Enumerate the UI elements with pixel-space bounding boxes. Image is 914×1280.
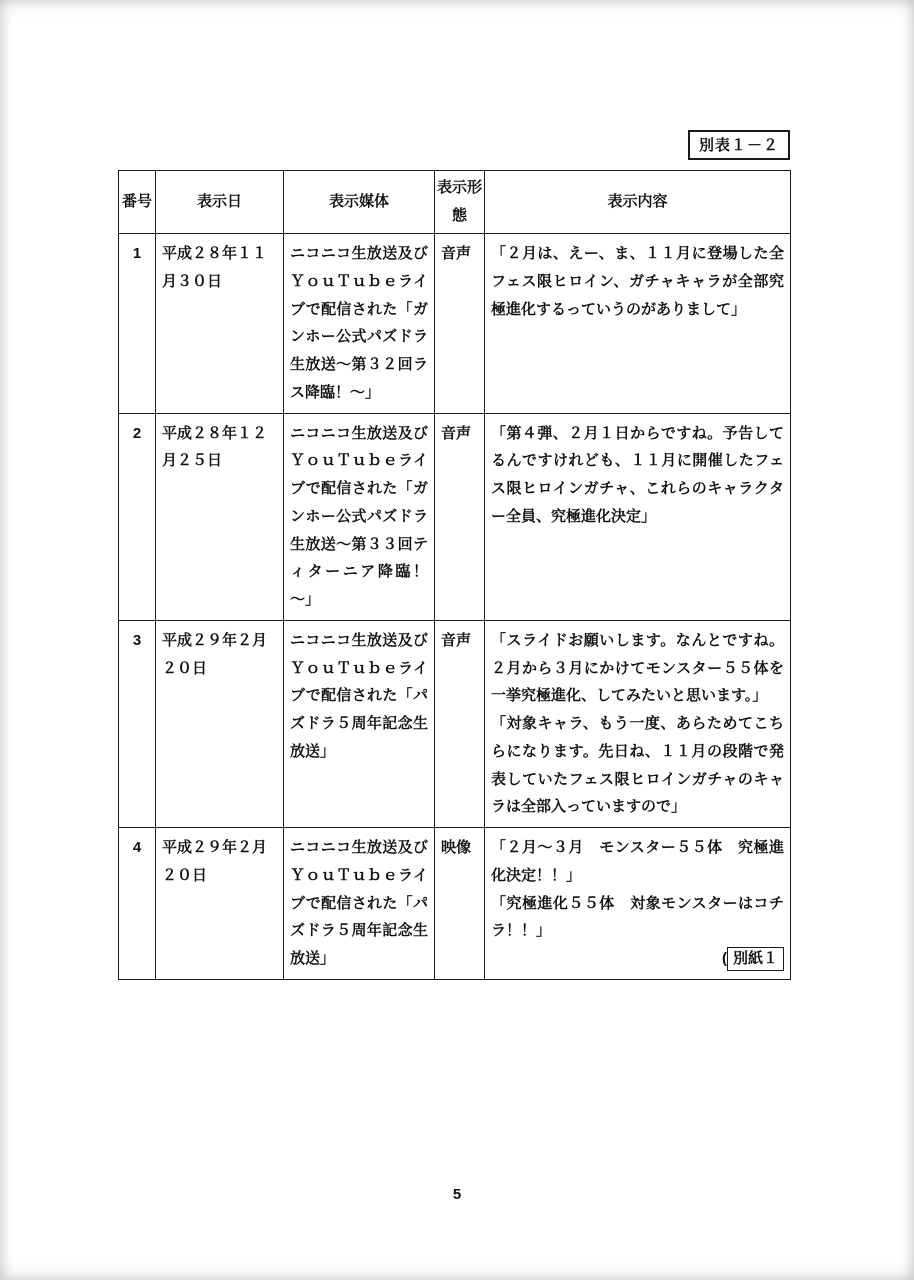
page-number: 5 xyxy=(452,1186,462,1203)
content-paragraph: 「２月は、えー、ま、１１月に登場した全フェス限ヒロイン、ガチャキャラが全部究極進化するっていうのがありまして」 xyxy=(491,245,784,318)
content-paragraph: 「２月～３月 モンスター５５体 究極進化決定！！」 xyxy=(491,839,784,884)
cell-number: 2 xyxy=(119,413,156,620)
cell-date: 平成２８年１１月３０日 xyxy=(156,234,284,414)
cell-medium: ニコニコ生放送及びＹｏｕＴｕｂｅライブで配信された「パズドラ５周年記念生放送」 xyxy=(284,828,435,980)
content-paragraph: 「第４弾、２月１日からですね。予告してるんですけれども、１１月に開催したフェス限ヒロインガチャ、これらのキャラクター全員、究極進化決定」 xyxy=(491,424,784,525)
content-paragraph: 「スライドお願いします。なんとですね。２月から３月にかけてモンスター５５体を一挙究極進化、してみたいと思います。」 xyxy=(491,631,784,705)
attachment-label: 別紙１ xyxy=(727,947,784,971)
cell-number: 4 xyxy=(119,828,156,980)
paren: ( xyxy=(721,950,727,967)
header-medium: 表示媒体 xyxy=(284,171,435,234)
cell-date: 平成２９年２月２０日 xyxy=(156,828,284,980)
table-row xyxy=(119,620,791,827)
cell-date: 平成２８年１２月２５日 xyxy=(156,413,284,620)
cell-content xyxy=(485,828,791,980)
display-table xyxy=(118,170,791,980)
cell-medium: ニコニコ生放送及びＹｏｕＴｕｂｅライブで配信された「ガンホー公式パズドラ生放送～第３３回ティターニア降臨！～」 xyxy=(284,413,435,620)
cell-format: 音声 xyxy=(435,234,485,414)
content-paragraph: 「究極進化５５体 対象モンスターはコチラ！！」 xyxy=(491,894,784,940)
cell-content xyxy=(485,413,791,620)
header-format: 表示形態 xyxy=(435,171,485,234)
table-header xyxy=(119,171,791,234)
cell-date: 平成２９年２月２０日 xyxy=(156,620,284,827)
attachment-table-label: 別表１－２ xyxy=(688,130,790,160)
cell-format: 映像 xyxy=(435,828,485,980)
table-row xyxy=(119,828,791,980)
cell-number: 1 xyxy=(119,234,156,414)
header-content: 表示内容 xyxy=(485,171,791,234)
header-date: 表示日 xyxy=(156,171,284,234)
cell-number: 3 xyxy=(119,620,156,827)
cell-medium: ニコニコ生放送及びＹｏｕＴｕｂｅライブで配信された「パズドラ５周年記念生放送」 xyxy=(284,620,435,827)
cell-content xyxy=(485,234,791,414)
cell-format: 音声 xyxy=(435,413,485,620)
header-number: 番号 xyxy=(119,171,156,234)
content-paragraph: 「対象キャラ、もう一度、あらためてこちらになります。先日ね、１１月の段階で発表していたフェス限ヒロインガチャのキャラは全部入っていますので」 xyxy=(491,715,784,816)
table-row xyxy=(119,234,791,414)
cell-format: 音声 xyxy=(435,620,485,827)
cell-content xyxy=(485,620,791,827)
table-row xyxy=(119,413,791,620)
attachment-reference xyxy=(491,947,784,971)
cell-medium: ニコニコ生放送及びＹｏｕＴｕｂｅライブで配信された「ガンホー公式パズドラ生放送～第３２回ラス降臨！～」 xyxy=(284,234,435,414)
